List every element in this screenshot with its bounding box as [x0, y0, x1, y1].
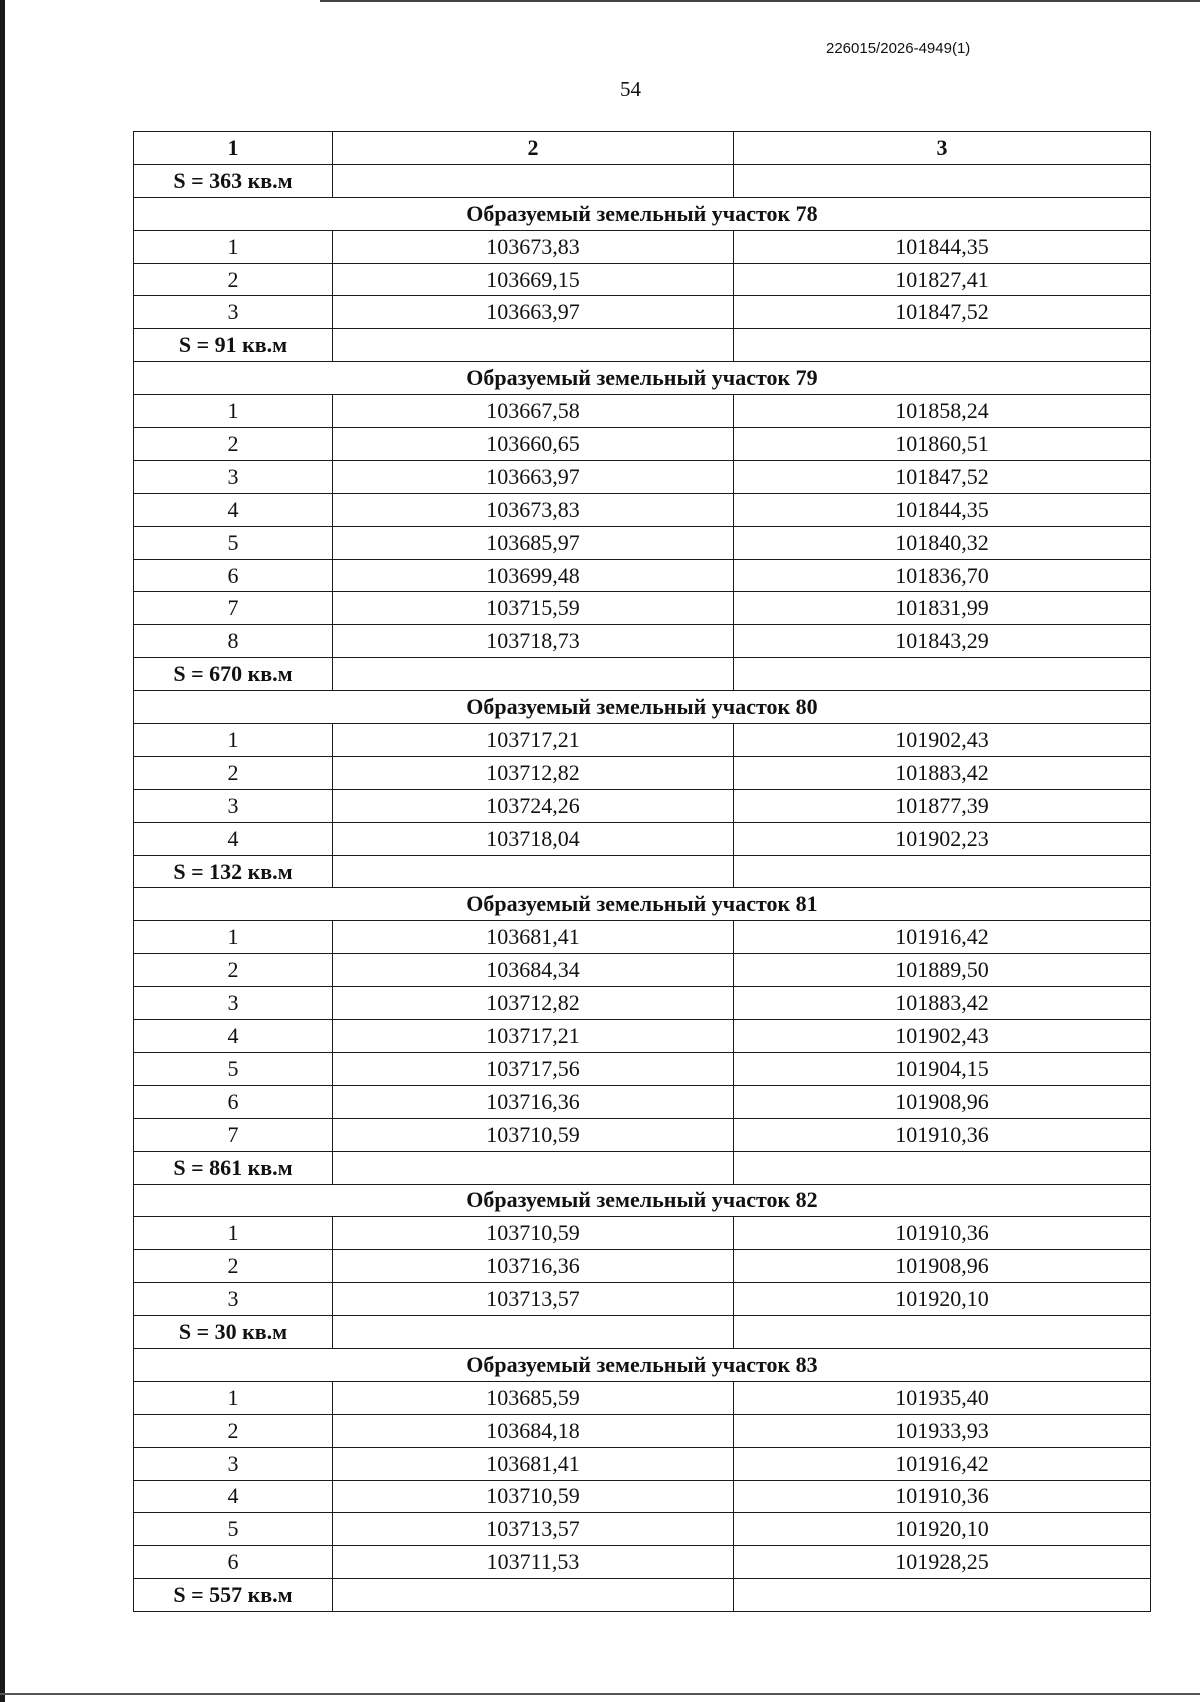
page-number: 54	[620, 77, 641, 101]
x-coordinate-cell: 103713,57	[333, 1283, 734, 1316]
y-coordinate-cell: 101847,52	[734, 296, 1151, 329]
x-coordinate-cell: 103718,73	[333, 625, 734, 658]
header-cell-3: 3	[734, 132, 1151, 165]
point-number-cell: 3	[134, 296, 333, 329]
y-coordinate-cell: 101933,93	[734, 1414, 1151, 1447]
y-coordinate-cell: 101831,99	[734, 592, 1151, 625]
y-coordinate-cell: 101889,50	[734, 954, 1151, 987]
x-coordinate-cell: 103712,82	[333, 756, 734, 789]
section-title: Образуемый земельный участок 80	[134, 691, 1151, 724]
y-coordinate-cell: 101844,35	[734, 230, 1151, 263]
area-row	[134, 658, 1151, 691]
point-number-cell: 2	[134, 263, 333, 296]
table-row	[134, 625, 1151, 658]
table-row	[134, 1513, 1151, 1546]
table-row	[134, 592, 1151, 625]
table-row	[134, 1480, 1151, 1513]
header-cell-1: 1	[134, 132, 333, 165]
y-coordinate-cell: 101928,25	[734, 1546, 1151, 1579]
table-row	[134, 724, 1151, 757]
table-row	[134, 1217, 1151, 1250]
y-coordinate-cell: 101920,10	[734, 1283, 1151, 1316]
section-header-row	[134, 888, 1151, 921]
section-header-row	[134, 1348, 1151, 1381]
section-title: Образуемый земельный участок 79	[134, 362, 1151, 395]
area-label: S = 861 кв.м	[134, 1151, 333, 1184]
table-row	[134, 526, 1151, 559]
y-coordinate-cell: 101883,42	[734, 756, 1151, 789]
x-coordinate-cell: 103660,65	[333, 428, 734, 461]
empty-cell	[734, 855, 1151, 888]
empty-cell	[734, 1151, 1151, 1184]
empty-cell	[734, 329, 1151, 362]
scan-top-line	[320, 0, 1200, 2]
table-row	[134, 1118, 1151, 1151]
y-coordinate-cell: 101858,24	[734, 395, 1151, 428]
empty-cell	[333, 855, 734, 888]
coordinates-table	[133, 131, 1151, 1612]
y-coordinate-cell: 101843,29	[734, 625, 1151, 658]
table-row	[134, 1447, 1151, 1480]
area-row	[134, 164, 1151, 197]
table-row	[134, 1546, 1151, 1579]
x-coordinate-cell: 103684,18	[333, 1414, 734, 1447]
point-number-cell: 5	[134, 1513, 333, 1546]
table-row	[134, 296, 1151, 329]
y-coordinate-cell: 101836,70	[734, 559, 1151, 592]
table-row	[134, 460, 1151, 493]
table-row	[134, 1085, 1151, 1118]
y-coordinate-cell: 101883,42	[734, 987, 1151, 1020]
area-row	[134, 329, 1151, 362]
empty-cell	[333, 1316, 734, 1349]
header-cell-2: 2	[333, 132, 734, 165]
section-header-row	[134, 1184, 1151, 1217]
x-coordinate-cell: 103673,83	[333, 230, 734, 263]
x-coordinate-cell: 103710,59	[333, 1480, 734, 1513]
point-number-cell: 7	[134, 1118, 333, 1151]
table-row	[134, 1381, 1151, 1414]
point-number-cell: 7	[134, 592, 333, 625]
point-number-cell: 6	[134, 559, 333, 592]
x-coordinate-cell: 103685,97	[333, 526, 734, 559]
table-row	[134, 789, 1151, 822]
area-label: S = 670 кв.м	[134, 658, 333, 691]
table-row	[134, 230, 1151, 263]
x-coordinate-cell: 103717,21	[333, 724, 734, 757]
table-row	[134, 921, 1151, 954]
y-coordinate-cell: 101908,96	[734, 1085, 1151, 1118]
table-row	[134, 428, 1151, 461]
area-row	[134, 855, 1151, 888]
x-coordinate-cell: 103667,58	[333, 395, 734, 428]
empty-cell	[333, 658, 734, 691]
y-coordinate-cell: 101844,35	[734, 493, 1151, 526]
section-title: Образуемый земельный участок 82	[134, 1184, 1151, 1217]
x-coordinate-cell: 103681,41	[333, 1447, 734, 1480]
point-number-cell: 3	[134, 789, 333, 822]
point-number-cell: 1	[134, 1381, 333, 1414]
table-row	[134, 1020, 1151, 1053]
y-coordinate-cell: 101916,42	[734, 921, 1151, 954]
point-number-cell: 1	[134, 230, 333, 263]
x-coordinate-cell: 103717,56	[333, 1052, 734, 1085]
table-row	[134, 1250, 1151, 1283]
point-number-cell: 8	[134, 625, 333, 658]
point-number-cell: 1	[134, 395, 333, 428]
x-coordinate-cell: 103710,59	[333, 1217, 734, 1250]
y-coordinate-cell: 101916,42	[734, 1447, 1151, 1480]
y-coordinate-cell: 101910,36	[734, 1118, 1151, 1151]
x-coordinate-cell: 103663,97	[333, 460, 734, 493]
x-coordinate-cell: 103710,59	[333, 1118, 734, 1151]
table-row	[134, 559, 1151, 592]
empty-cell	[333, 164, 734, 197]
area-label: S = 557 кв.м	[134, 1579, 333, 1612]
point-number-cell: 6	[134, 1546, 333, 1579]
table-row	[134, 1283, 1151, 1316]
x-coordinate-cell: 103717,21	[333, 1020, 734, 1053]
scan-left-edge	[0, 0, 5, 1702]
table-row	[134, 987, 1151, 1020]
point-number-cell: 1	[134, 921, 333, 954]
x-coordinate-cell: 103681,41	[333, 921, 734, 954]
y-coordinate-cell: 101860,51	[734, 428, 1151, 461]
empty-cell	[333, 1579, 734, 1612]
area-label: S = 363 кв.м	[134, 164, 333, 197]
point-number-cell: 2	[134, 1414, 333, 1447]
y-coordinate-cell: 101910,36	[734, 1480, 1151, 1513]
y-coordinate-cell: 101840,32	[734, 526, 1151, 559]
point-number-cell: 4	[134, 493, 333, 526]
x-coordinate-cell: 103713,57	[333, 1513, 734, 1546]
x-coordinate-cell: 103673,83	[333, 493, 734, 526]
point-number-cell: 3	[134, 1447, 333, 1480]
point-number-cell: 3	[134, 1283, 333, 1316]
table-row	[134, 954, 1151, 987]
point-number-cell: 2	[134, 954, 333, 987]
point-number-cell: 3	[134, 987, 333, 1020]
area-label: S = 91 кв.м	[134, 329, 333, 362]
empty-cell	[734, 1316, 1151, 1349]
empty-cell	[333, 1151, 734, 1184]
point-number-cell: 1	[134, 724, 333, 757]
document-id: 226015/2026-4949(1)	[826, 40, 971, 57]
y-coordinate-cell: 101902,23	[734, 822, 1151, 855]
point-number-cell: 2	[134, 428, 333, 461]
y-coordinate-cell: 101902,43	[734, 724, 1151, 757]
section-header-row	[134, 362, 1151, 395]
y-coordinate-cell: 101877,39	[734, 789, 1151, 822]
y-coordinate-cell: 101908,96	[734, 1250, 1151, 1283]
point-number-cell: 4	[134, 1020, 333, 1053]
scan-bottom-line	[0, 1693, 1200, 1695]
empty-cell	[734, 1579, 1151, 1612]
section-title: Образуемый земельный участок 83	[134, 1348, 1151, 1381]
x-coordinate-cell: 103699,48	[333, 559, 734, 592]
area-label: S = 132 кв.м	[134, 855, 333, 888]
point-number-cell: 5	[134, 1052, 333, 1085]
x-coordinate-cell: 103711,53	[333, 1546, 734, 1579]
x-coordinate-cell: 103685,59	[333, 1381, 734, 1414]
point-number-cell: 4	[134, 822, 333, 855]
empty-cell	[734, 164, 1151, 197]
empty-cell	[734, 658, 1151, 691]
point-number-cell: 6	[134, 1085, 333, 1118]
point-number-cell: 2	[134, 1250, 333, 1283]
x-coordinate-cell: 103712,82	[333, 987, 734, 1020]
x-coordinate-cell: 103716,36	[333, 1085, 734, 1118]
point-number-cell: 4	[134, 1480, 333, 1513]
point-number-cell: 2	[134, 756, 333, 789]
x-coordinate-cell: 103684,34	[333, 954, 734, 987]
section-header-row	[134, 197, 1151, 230]
table-row	[134, 1052, 1151, 1085]
x-coordinate-cell: 103663,97	[333, 296, 734, 329]
y-coordinate-cell: 101847,52	[734, 460, 1151, 493]
y-coordinate-cell: 101904,15	[734, 1052, 1151, 1085]
x-coordinate-cell: 103724,26	[333, 789, 734, 822]
area-label: S = 30 кв.м	[134, 1316, 333, 1349]
table-row	[134, 1414, 1151, 1447]
x-coordinate-cell: 103715,59	[333, 592, 734, 625]
table-row	[134, 822, 1151, 855]
table-row	[134, 493, 1151, 526]
empty-cell	[333, 329, 734, 362]
y-coordinate-cell: 101902,43	[734, 1020, 1151, 1053]
section-title: Образуемый земельный участок 78	[134, 197, 1151, 230]
point-number-cell: 1	[134, 1217, 333, 1250]
area-row	[134, 1316, 1151, 1349]
y-coordinate-cell: 101920,10	[734, 1513, 1151, 1546]
coordinates-table-body	[134, 132, 1151, 1612]
area-row	[134, 1151, 1151, 1184]
area-row	[134, 1579, 1151, 1612]
y-coordinate-cell: 101910,36	[734, 1217, 1151, 1250]
x-coordinate-cell: 103718,04	[333, 822, 734, 855]
section-header-row	[134, 691, 1151, 724]
x-coordinate-cell: 103669,15	[333, 263, 734, 296]
table-row	[134, 756, 1151, 789]
point-number-cell: 3	[134, 460, 333, 493]
y-coordinate-cell: 101935,40	[734, 1381, 1151, 1414]
x-coordinate-cell: 103716,36	[333, 1250, 734, 1283]
y-coordinate-cell: 101827,41	[734, 263, 1151, 296]
point-number-cell: 5	[134, 526, 333, 559]
table-header-row	[134, 132, 1151, 165]
table-row	[134, 263, 1151, 296]
section-title: Образуемый земельный участок 81	[134, 888, 1151, 921]
table-row	[134, 395, 1151, 428]
